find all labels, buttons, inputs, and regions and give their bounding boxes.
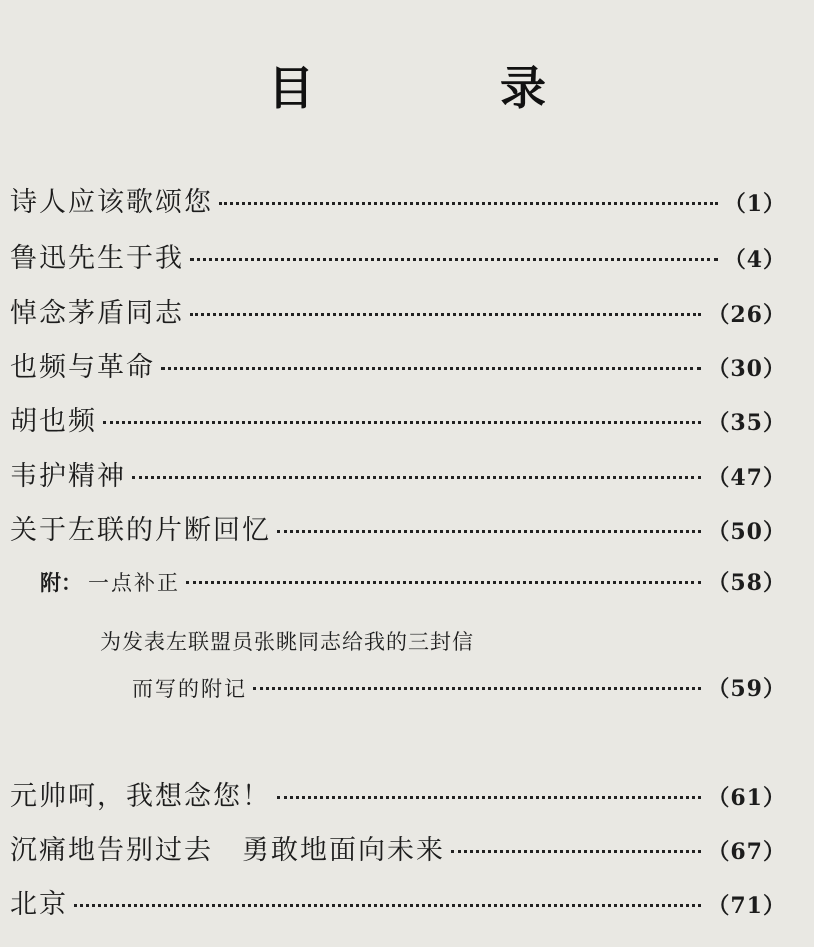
entry-title: 沉痛地告别过去 勇敢地面向未来	[10, 835, 445, 866]
toc-entry[interactable]	[10, 178, 786, 228]
toc-entry-appendix[interactable]	[40, 558, 786, 608]
entry-page: （58）	[707, 570, 786, 596]
entry-title: 鲁迅先生于我	[10, 243, 184, 274]
page-title: 目 录	[268, 61, 616, 115]
toc-entry[interactable]	[10, 826, 786, 876]
entry-title: 而写的附记	[132, 677, 247, 701]
appendix-label: 附：	[40, 570, 82, 595]
dot-leader	[186, 581, 701, 584]
appendix-note-line: 为发表左联盟员张眺同志给我的三封信	[100, 630, 474, 654]
entry-page: （61）	[707, 785, 786, 811]
entry-page: （47）	[707, 465, 786, 491]
entry-page: （1）	[723, 191, 786, 217]
dot-leader	[132, 476, 701, 479]
dot-leader	[190, 258, 718, 261]
toc-entry[interactable]	[10, 506, 786, 556]
entry-title: 也频与革命	[10, 352, 155, 383]
entry-title: 胡也频	[10, 406, 97, 437]
dot-leader	[103, 421, 701, 424]
toc-entry[interactable]	[10, 772, 786, 822]
entry-title: 韦护精神	[10, 461, 126, 492]
dot-leader	[451, 850, 701, 853]
entry-title: 悼念茅盾同志	[10, 298, 184, 329]
entry-title: 北京	[10, 889, 68, 920]
toc-entry-appendix[interactable]	[132, 664, 786, 714]
toc-entry[interactable]	[10, 880, 786, 930]
toc-entry[interactable]	[10, 234, 786, 284]
dot-leader	[161, 367, 701, 370]
entry-page: （4）	[723, 247, 786, 273]
dot-leader	[277, 530, 701, 533]
entry-page: （30）	[707, 356, 786, 382]
dot-leader	[190, 313, 701, 316]
dot-leader	[277, 796, 701, 799]
entry-title: 元帅呵，我想念您！	[10, 781, 271, 812]
toc-entry[interactable]	[10, 289, 786, 339]
dot-leader	[219, 202, 718, 205]
dot-leader	[74, 904, 701, 907]
entry-title: 关于左联的片断回忆	[10, 515, 271, 546]
entry-title: 诗人应该歌颂您	[10, 187, 213, 218]
dot-leader	[253, 687, 701, 690]
entry-page: （67）	[707, 839, 786, 865]
entry-page: （35）	[707, 410, 786, 436]
toc-entry[interactable]	[10, 452, 786, 502]
entry-page: （50）	[707, 519, 786, 545]
entry-page: （59）	[707, 676, 786, 702]
toc-entry[interactable]	[10, 397, 786, 447]
entry-title: 一点补正	[88, 571, 180, 595]
toc-entry[interactable]	[10, 343, 786, 393]
entry-page: （26）	[707, 302, 786, 328]
entry-page: （71）	[707, 893, 786, 919]
